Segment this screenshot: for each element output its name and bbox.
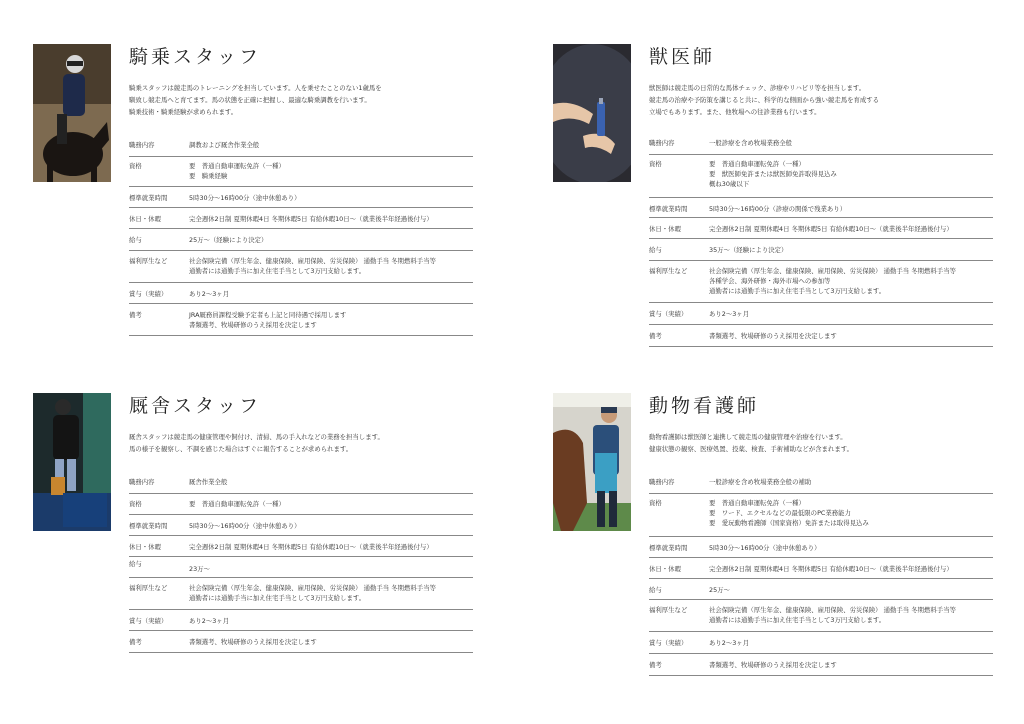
value-line: 書類選考、牧場研修のうえ採用を決定します	[709, 661, 837, 669]
row-label: 賞与（実績）	[129, 290, 168, 298]
row-label: 標準就業時間	[129, 522, 168, 530]
row-label: 福利厚生など	[649, 267, 688, 275]
row-value	[709, 204, 993, 217]
job-info-table	[129, 136, 473, 336]
table-row	[649, 134, 993, 155]
table-row	[649, 155, 993, 198]
table-row	[129, 515, 473, 536]
row-label: 標準就業時間	[649, 205, 688, 213]
row-value	[709, 477, 993, 493]
row-value	[709, 498, 993, 536]
value-line: 要 普通自動車運転免許（一種）	[189, 500, 285, 508]
row-value	[709, 564, 993, 578]
value-line: JRA厩務員課程受験予定者も上記と同待遇で採用します	[189, 311, 347, 319]
value-line: あり2〜3ヶ月	[709, 639, 750, 647]
value-line: あり2〜3ヶ月	[709, 310, 750, 318]
row-label: 福利厚生など	[649, 606, 688, 614]
value-line: あり2〜3ヶ月	[189, 617, 230, 625]
job-info-table	[649, 473, 993, 676]
value-line: 25万〜	[709, 586, 730, 594]
value-line: 要 騎乗経験	[189, 172, 228, 180]
row-label: 賞与（実績）	[649, 310, 688, 318]
row-label: 職務内容	[649, 139, 675, 147]
description-line: 獣医師は競走馬の日常的な馬体チェック、診療やリハビリ等を担当します。	[649, 84, 866, 92]
row-value	[189, 140, 473, 156]
row-value	[709, 266, 993, 302]
value-line: 社会保険完備（厚生年金、健康保険、雇用保険、労災保険） 通勤手当 冬期燃料手当等	[189, 257, 436, 265]
value-line: 要 普通自動車運転免許（一種）	[189, 162, 285, 170]
description-line: 厩舎スタッフは競走馬の健康管理や飼付け、清掃、馬の手入れなどの業務を担当します。	[129, 433, 384, 441]
row-value	[189, 542, 473, 556]
row-label: 給与	[649, 586, 662, 594]
table-row	[649, 494, 993, 537]
value-line: 厩舎作業全般	[189, 478, 228, 486]
row-label: 賞与（実績）	[129, 617, 168, 625]
row-label: 資格	[129, 162, 142, 170]
description-line: 立場でもあります。また、他牧場への往診業務も行います。	[649, 108, 821, 116]
section-description	[129, 431, 474, 455]
table-row	[649, 261, 993, 303]
value-line: 完全週休2日制 夏期休暇4日 冬期休暇5日 有給休暇10日〜（就業後半年経過後付与）	[709, 565, 953, 573]
table-row	[649, 303, 993, 325]
row-label: 資格	[649, 160, 662, 168]
row-value	[709, 638, 993, 653]
row-value	[709, 585, 993, 599]
table-row	[129, 494, 473, 515]
value-line: 通勤者には通勤手当に加え住宅手当として3万円支給します。	[189, 267, 366, 275]
row-value	[189, 289, 473, 303]
value-line: 書類選考、牧場研修のうえ採用を決定します	[189, 321, 317, 329]
description-line: 馬の様子を観察し、不調を感じた場合はすぐに報告することが求められます。	[129, 445, 353, 453]
riding-staff-photo	[33, 44, 111, 182]
row-label: 資格	[649, 499, 662, 507]
section-description	[649, 431, 994, 455]
row-value	[709, 309, 993, 324]
row-value	[709, 660, 993, 675]
row-value	[709, 605, 993, 631]
section-description	[129, 82, 474, 118]
description-line: 動物看護師は獣医師と連携して競走馬の健康管理や治療を行います。	[649, 433, 847, 441]
table-row	[129, 578, 473, 610]
row-label: 備考	[129, 311, 142, 319]
row-label: 休日・休暇	[649, 565, 681, 573]
value-line: 一般診療を含め牧場業務全般の補助	[709, 478, 812, 486]
veterinary-nurse-photo	[553, 393, 631, 531]
value-line: 通勤者には通勤手当に加え住宅手当として3万円支給します。	[189, 594, 366, 602]
job-info-table	[129, 473, 473, 653]
value-line: 完全週休2日制 夏期休暇4日 冬期休暇5日 有給休暇10日〜（就業後半年経過後付与）	[189, 543, 433, 551]
table-row	[129, 208, 473, 229]
row-label: 標準就業時間	[649, 544, 688, 552]
table-row	[649, 579, 993, 600]
value-line: 5時30分〜16時00分（途中休憩あり）	[189, 194, 301, 202]
table-row	[649, 239, 993, 261]
description-line: 健康状態の観察、医療処置、投薬、検査、手術補助などが含まれます。	[649, 445, 853, 453]
row-value	[709, 331, 993, 346]
table-row	[129, 304, 473, 336]
row-value	[709, 224, 993, 238]
row-label: 休日・休暇	[129, 543, 161, 551]
description-line: 騎乗スタッフは競走馬のトレーニングを担当しています。人を乗せたことのない1歳馬を	[129, 84, 382, 92]
value-line: 社会保険完備（厚生年金、健康保険、雇用保険、労災保険） 通勤手当 冬期燃料手当等	[709, 267, 956, 275]
row-label: 福利厚生など	[129, 257, 168, 265]
table-row	[129, 473, 473, 494]
row-value	[189, 193, 473, 207]
value-line: 社会保険完備（厚生年金、健康保険、雇用保険、労災保険） 通勤手当 冬期燃料手当等	[709, 606, 956, 614]
value-line: 完全週休2日制 夏期休暇4日 冬期休暇5日 有給休暇10日〜（就業後半年経過後付与）	[189, 215, 433, 223]
section-title: 騎乗スタッフ	[129, 46, 262, 68]
value-line: 要 普通自動車運転免許（一種）	[709, 160, 805, 168]
table-row	[129, 631, 473, 653]
row-label: 給与	[129, 560, 142, 568]
value-line: 要 愛玩動物看護師（国家資格）免許または取得見込み	[709, 519, 869, 527]
table-row	[649, 600, 993, 632]
row-label: 職務内容	[649, 478, 675, 486]
row-value	[709, 159, 993, 197]
value-line: 要 獣医師免許または獣医師免許取得見込み	[709, 170, 837, 178]
value-line: 要 ワード、エクセルなどの最低限のPC業務能力	[709, 509, 851, 517]
row-label: 備考	[649, 661, 662, 669]
row-value	[189, 559, 473, 574]
job-info-table	[649, 134, 993, 347]
table-row	[649, 654, 993, 676]
value-line: あり2〜3ヶ月	[189, 290, 230, 298]
veterinarian-photo	[553, 44, 631, 182]
table-row	[129, 187, 473, 208]
row-value	[189, 499, 473, 514]
row-value	[189, 521, 473, 535]
stable-staff-photo	[33, 393, 111, 531]
value-line: 要 普通自動車運転免許（一種）	[709, 499, 805, 507]
description-line: 騎乗技術・騎乗経験が求められます。	[129, 108, 238, 116]
row-label: 福利厚生など	[129, 584, 168, 592]
value-line: 各種学会、海外研修・海外市場への参加等	[709, 277, 831, 285]
value-line: 23万〜	[189, 565, 210, 573]
row-value	[189, 161, 473, 186]
row-value	[189, 235, 473, 250]
row-value	[189, 214, 473, 228]
row-label: 標準就業時間	[129, 194, 168, 202]
section-stable-staff	[33, 393, 479, 713]
section-title: 動物看護師	[649, 395, 760, 417]
value-line: 一般診療を含め牧場業務全般	[709, 139, 793, 147]
row-value	[189, 310, 473, 335]
row-label: 職務内容	[129, 141, 155, 149]
table-row	[649, 218, 993, 239]
table-row	[129, 557, 473, 578]
value-line: 25万〜（経験により決定）	[189, 236, 268, 244]
value-line: 5時30分〜16時00分（途中休憩あり）	[189, 522, 301, 530]
table-row	[649, 473, 993, 494]
section-title: 獣医師	[649, 46, 716, 68]
value-line: 通勤者には通勤手当に加え住宅手当として3万円支給します。	[709, 616, 886, 624]
section-veterinarian	[553, 44, 999, 364]
value-line: 概ね30歳以下	[709, 180, 750, 188]
table-row	[129, 610, 473, 631]
value-line: 書類選考、牧場研修のうえ採用を決定します	[709, 332, 837, 340]
table-row	[129, 157, 473, 187]
row-value	[189, 583, 473, 609]
row-label: 給与	[649, 246, 662, 254]
table-row	[649, 632, 993, 654]
row-label: 備考	[129, 638, 142, 646]
row-label: 資格	[129, 500, 142, 508]
section-description	[649, 82, 994, 118]
table-row	[129, 283, 473, 304]
row-value	[189, 477, 473, 493]
row-value	[709, 543, 993, 557]
table-row	[129, 536, 473, 557]
row-value	[189, 256, 473, 282]
row-label: 職務内容	[129, 478, 155, 486]
table-row	[129, 136, 473, 157]
row-label: 休日・休暇	[649, 225, 681, 233]
section-title: 厩舎スタッフ	[129, 395, 262, 417]
row-label: 賞与（実績）	[649, 639, 688, 647]
row-label: 給与	[129, 236, 142, 244]
value-line: 社会保険完備（厚生年金、健康保険、雇用保険、労災保険） 通勤手当 冬期燃料手当等	[189, 584, 436, 592]
value-line: 調教および厩舎作業全般	[189, 141, 260, 149]
row-label: 休日・休暇	[129, 215, 161, 223]
row-value	[189, 637, 473, 652]
description-line: 馴致し競走馬へと育てます。馬の状態を正確に把握し、最適な騎乗調教を行います。	[129, 96, 371, 104]
value-line: 5時30分〜16時00分（診療の関係で残業あり）	[709, 205, 847, 213]
value-line: 完全週休2日制 夏期休暇4日 冬期休暇5日 有給休暇10日〜（就業後半年経過後付与）	[709, 225, 953, 233]
table-row	[129, 251, 473, 283]
row-value	[709, 138, 993, 154]
table-row	[649, 558, 993, 579]
row-value	[189, 616, 473, 630]
table-row	[129, 229, 473, 251]
description-line: 競走馬の治療や予防策を講じると共に、科学的な側面から強い競走馬を育成する	[649, 96, 880, 104]
row-label: 備考	[649, 332, 662, 340]
section-veterinary-nurse	[553, 393, 999, 713]
value-line: 35万〜（経験により決定）	[709, 246, 788, 254]
table-row	[649, 198, 993, 218]
value-line: 5時30分〜16時00分（途中休憩あり）	[709, 544, 821, 552]
section-riding-staff	[33, 44, 479, 364]
value-line: 書類選考、牧場研修のうえ採用を決定します	[189, 638, 317, 646]
value-line: 通勤者には通勤手当に加え住宅手当として3万円支給します。	[709, 287, 886, 295]
table-row	[649, 325, 993, 347]
row-value	[709, 245, 993, 260]
table-row	[649, 537, 993, 558]
